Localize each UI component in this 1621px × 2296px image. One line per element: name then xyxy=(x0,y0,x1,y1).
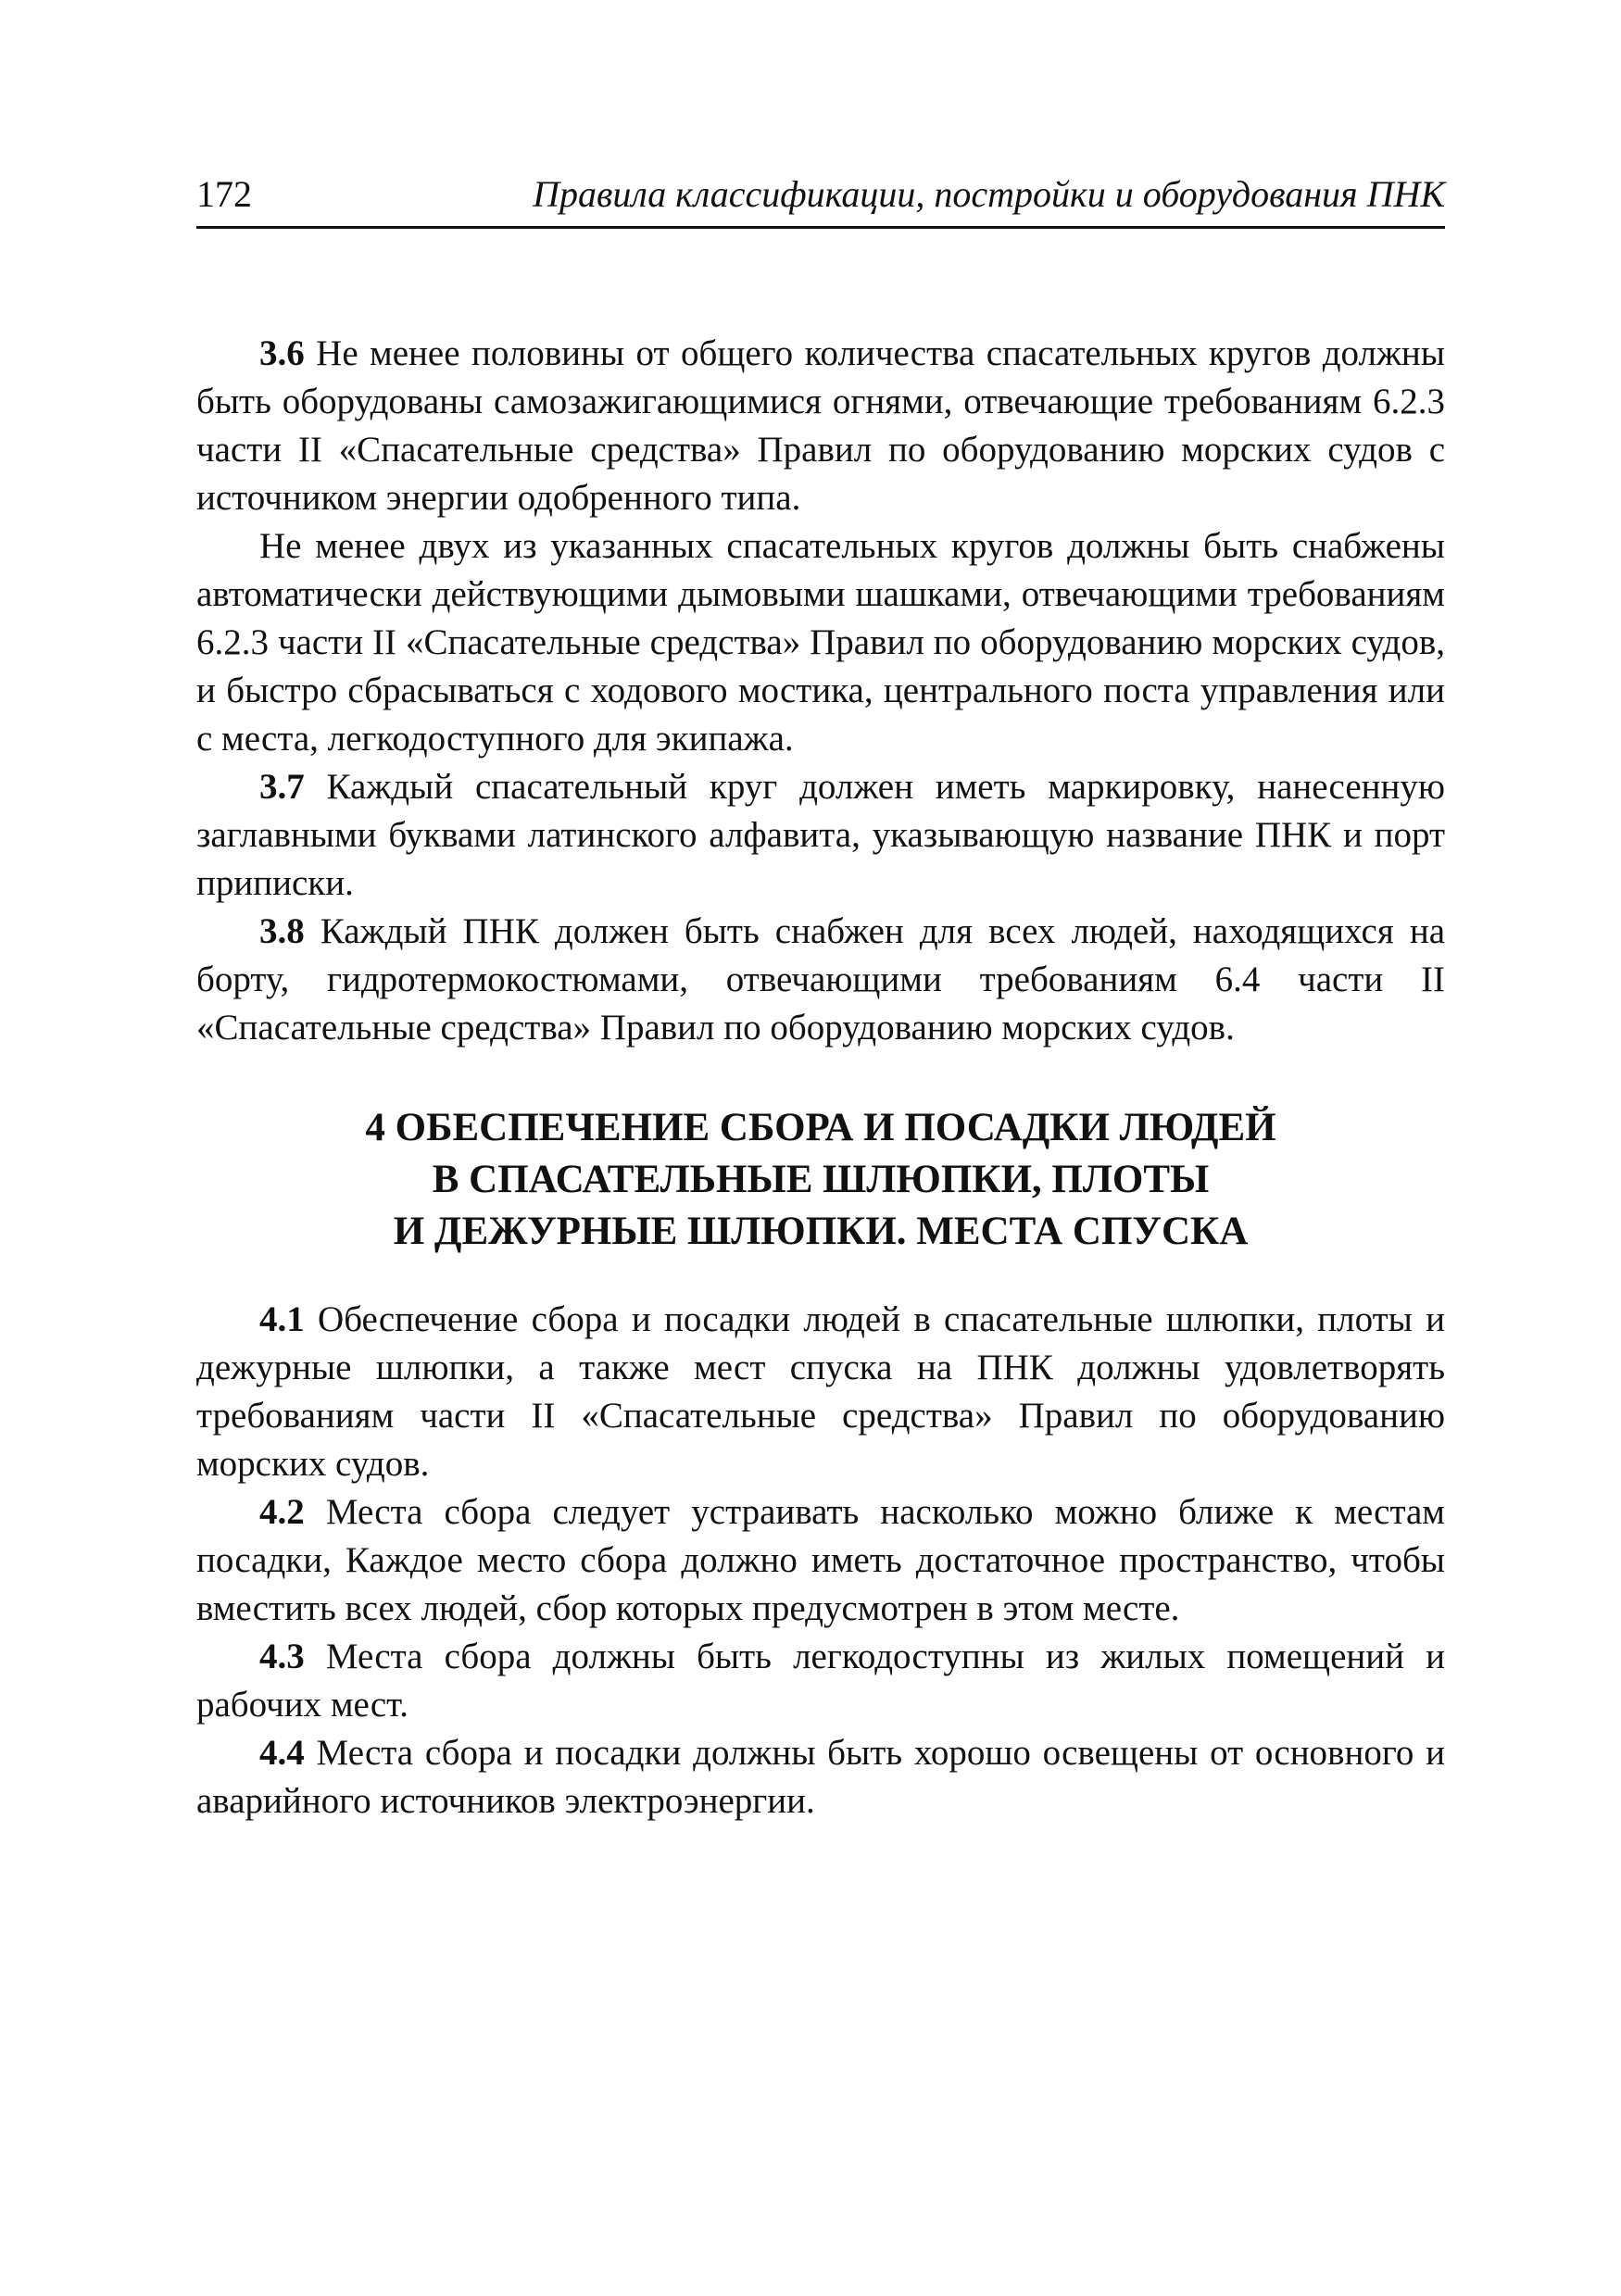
paragraph-text: Места сбора должны быть легкодоступны из жилых помещений и рабочих мест. xyxy=(196,1637,1445,1725)
paragraph-text: Не менее двух из указанных спасательных кругов должны быть снабжены автоматически действующими дымовыми шашками, отвечающими требованиям 6.2.3 части II «Спасательные средства» Правил по оборудованию морских судов, и быстро сбрасываться с ходового мостика, центрального поста управления или с места, легкодоступного для экипажа. xyxy=(196,526,1445,759)
section-4-heading xyxy=(196,1102,1445,1258)
paragraph-3-8 xyxy=(196,908,1445,1052)
section-3-text xyxy=(196,330,1445,1052)
clause-number: 3.8 xyxy=(259,911,305,951)
paragraph-4-4 xyxy=(196,1729,1445,1826)
paragraph-text: Не менее половины от общего количества спасательных кругов должны быть оборудованы самозажигающимися огнями, отвечающие требованиям 6.2.3 части II «Спасательные средства» Правил по оборудованию морских судов с источником энергии одобренного типа. xyxy=(196,333,1446,518)
running-title: Правила классификации, постройки и оборудования ПНК xyxy=(533,173,1445,215)
paragraph-text: Места сбора следует устраивать насколько можно ближе к местам посадки, Каждое место сбора должно иметь достаточное пространство, чтобы вместить всех людей, сбор которых предусмотрен в этом месте. xyxy=(196,1492,1445,1628)
paragraph-text: Обеспечение сбора и посадки людей в спасательные шлюпки, плоты и дежурные шлюпки, а также мест спуска на ПНК должны удовлетворять требованиям части II «Спасательные средства» Правил по оборудованию морских судов. xyxy=(196,1299,1445,1484)
clause-number: 4.2 xyxy=(259,1492,305,1532)
clause-number: 4.3 xyxy=(259,1637,305,1676)
heading-line-1: 4 ОБЕСПЕЧЕНИЕ СБОРА И ПОСАДКИ ЛЮДЕЙ xyxy=(365,1106,1276,1149)
paragraph-4-2 xyxy=(196,1488,1445,1633)
clause-number: 3.7 xyxy=(259,767,305,807)
paragraph-4-1 xyxy=(196,1296,1445,1488)
page-header xyxy=(196,172,1445,229)
section-4-text xyxy=(196,1296,1445,1826)
paragraph-text: Каждый ПНК должен быть снабжен для всех людей, находящихся на борту, гидротермокостюмами, отвечающими требованиям 6.4 части II «Спасательные средства» Правил по оборудованию морских судов. xyxy=(196,911,1446,1048)
clause-number: 4.1 xyxy=(259,1299,305,1339)
paragraph-text: Каждый спасательный круг должен иметь маркировку, нанесенную заглавными буквами латинского алфавита, указывающую название ПНК и порт приписки. xyxy=(196,767,1446,903)
paragraph-text: Места сбора и посадки должны быть хорошо освещены от основного и аварийного источников электроэнергии. xyxy=(196,1733,1446,1821)
heading-line-3: И ДЕЖУРНЫЕ ШЛЮПКИ. МЕСТА СПУСКА xyxy=(393,1210,1249,1253)
paragraph-4-3 xyxy=(196,1633,1445,1729)
heading-line-2: В СПАСАТЕЛЬНЫЕ ШЛЮПКИ, ПЛОТЫ xyxy=(432,1158,1210,1201)
page-number: 172 xyxy=(196,173,252,215)
paragraph-3-7 xyxy=(196,763,1445,908)
clause-number: 3.6 xyxy=(259,333,305,373)
clause-number: 4.4 xyxy=(259,1733,305,1773)
paragraph-3-6-continuation xyxy=(196,522,1445,763)
paragraph-3-6 xyxy=(196,330,1445,522)
